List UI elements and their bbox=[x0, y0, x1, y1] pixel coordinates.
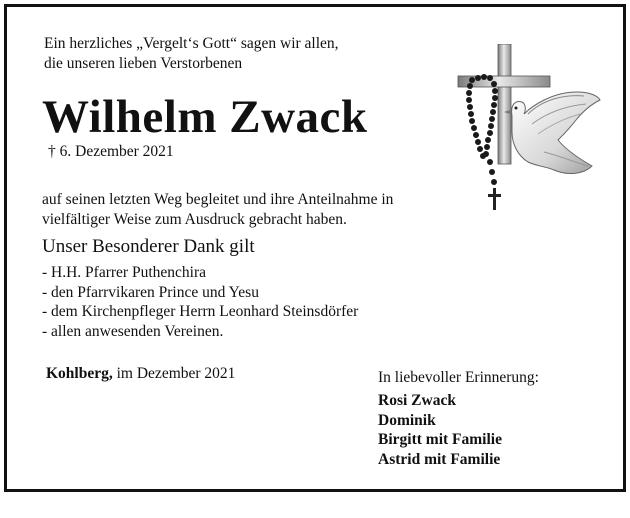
deceased-name: Wilhelm Zwack bbox=[42, 91, 368, 143]
thanks-item: - dem Kirchenpfleger Herrn Leonhard Steinsdörfer bbox=[42, 303, 359, 320]
body-line-2: vielfältiger Weise zum Ausdruck gebracht haben. bbox=[42, 211, 347, 228]
memory-label: In liebevoller Erinnerung: bbox=[378, 369, 539, 386]
thanks-item: - H.H. Pfarrer Puthenchira bbox=[42, 264, 206, 281]
place-town: Kohlberg, bbox=[46, 365, 113, 382]
thanks-list bbox=[42, 263, 358, 341]
thanks-item: - allen anwesenden Vereinen. bbox=[42, 322, 224, 340]
thanks-item: - den Pfarrvikaren Prince und Yesu bbox=[42, 283, 259, 301]
intro-text bbox=[44, 34, 339, 74]
body-line-1: auf seinen letzten Weg begleitet und ihre Anteilnahme in bbox=[42, 191, 394, 208]
mourner-name: Birgitt mit Familie bbox=[378, 431, 502, 448]
place-month: im Dezember 2021 bbox=[112, 365, 236, 382]
death-date: † 6. Dezember 2021 bbox=[48, 143, 174, 160]
mourners-list bbox=[378, 391, 502, 469]
mourner-name: Dominik bbox=[378, 411, 436, 429]
mourner-name: Rosi Zwack bbox=[378, 392, 456, 409]
cross-rosary-dove-icon bbox=[452, 44, 602, 219]
place-date bbox=[46, 365, 235, 383]
intro-line-1: Ein herzliches „Vergelt‘s Gott“ sagen wir allen, bbox=[44, 35, 339, 52]
mourner-name: Astrid mit Familie bbox=[378, 450, 501, 468]
intro-line-2: die unseren lieben Verstorbenen bbox=[44, 55, 243, 72]
body-text bbox=[42, 190, 393, 230]
thanks-heading: Unser Besonderer Dank gilt bbox=[42, 236, 255, 257]
